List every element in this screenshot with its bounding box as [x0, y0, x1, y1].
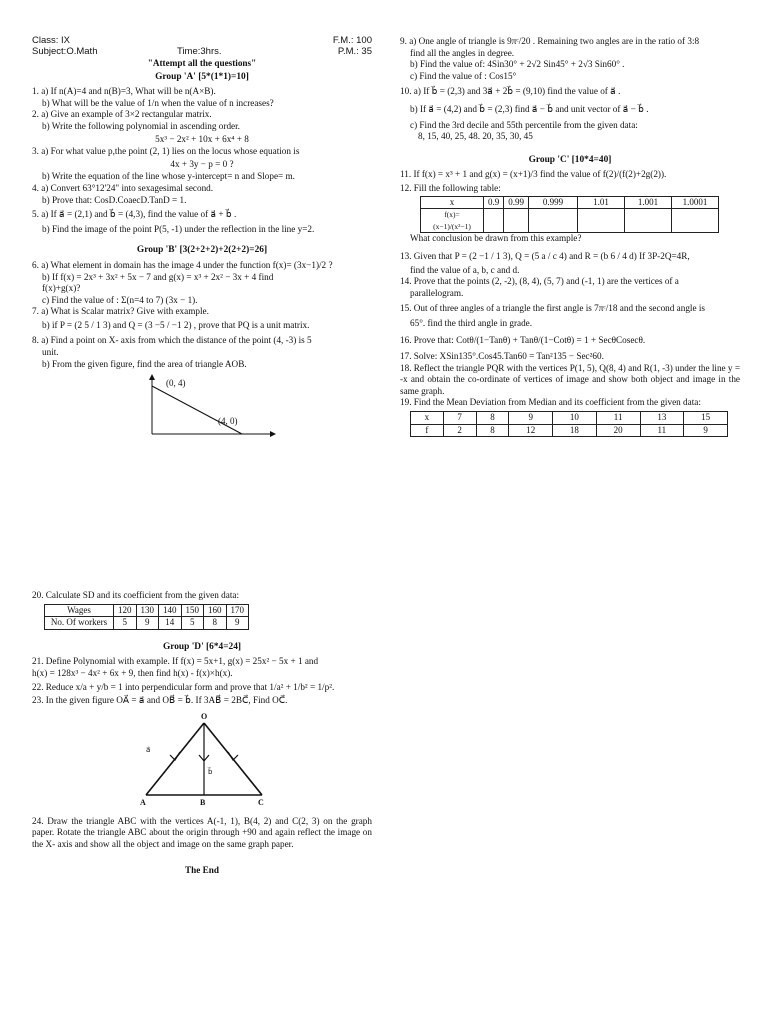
- table-cell: 150: [181, 604, 204, 617]
- wages-table: [44, 604, 249, 630]
- group-d-title: Group 'D' [6*4=24]: [162, 641, 242, 652]
- table-cell: 160: [204, 604, 227, 617]
- table-cell: 140: [159, 604, 182, 617]
- table-cell: 7: [443, 412, 476, 425]
- table-row: [421, 209, 719, 233]
- table-cell: 0.999: [529, 196, 578, 209]
- limit-table: [420, 196, 719, 234]
- question-9c: c) Find the value of : Cos15°: [410, 70, 517, 81]
- group-c-title: Group 'C' [10*4=40]: [528, 154, 612, 165]
- question-19: 19. Find the Mean Deviation from Median and its coefficient from the given data:: [400, 397, 701, 408]
- table-cell: 120: [114, 604, 137, 617]
- table-cell: Wages: [45, 604, 114, 617]
- point-b-label: (4, 0): [218, 416, 238, 427]
- subject-label: Subject:O.Math: [32, 45, 98, 57]
- question-3b: b) Write the equation of the line whose y-intercept= n and Slope= m.: [42, 171, 295, 182]
- table-cell: [529, 209, 578, 233]
- header-row-2: [32, 47, 372, 58]
- question-17: 17. Solve: XSin135°.Cos45.Tan60 = Tan²135 − Sec²60.: [400, 351, 604, 362]
- question-12: 12. Fill the following table:: [400, 182, 501, 193]
- table-cell: 8: [476, 412, 509, 425]
- triangle-aob-svg: [142, 372, 282, 442]
- table-row: [421, 196, 719, 209]
- question-10c-data: 8, 15, 40, 25, 48. 20, 35, 30, 45: [418, 131, 533, 142]
- question-23: 23. In the given figure OA⃗ = a⃗ and OB⃗ = b⃗. If 3AB⃗ = 2BC⃗, Find OC⃗.: [32, 695, 288, 706]
- table-cell: 130: [136, 604, 159, 617]
- table-cell: [504, 209, 529, 233]
- question-13: 13. Given that P = (2 −1 / 1 3), Q = (5 a / c 4) and R = (b 6 / 4 d) If 3P-2Q=4R,: [400, 250, 690, 261]
- vertex-c-label: C: [258, 797, 264, 807]
- table-cell: [625, 209, 672, 233]
- table-cell: x: [411, 412, 444, 425]
- question-5b: b) Find the image of the point P(5, -1) under the reflection in the line y=2.: [42, 223, 315, 234]
- group-b-title: Group 'B' [3(2+2+2)+2(2+2)=26]: [136, 245, 268, 256]
- question-8a: 8. a) Find a point on X- axis from which the distance of the point (4, -3) is 5: [32, 335, 312, 346]
- left-column: [32, 36, 372, 442]
- table-row: [411, 412, 728, 425]
- question-6a: 6. a) What element in domain has the image 4 under the function f(x)= (3x−1)/2 ?: [32, 259, 333, 270]
- vertex-b-label: B: [200, 797, 206, 807]
- group-a-title: Group 'A' [5*(1*1)=10]: [155, 71, 249, 82]
- table-cell: 11: [596, 412, 640, 425]
- question-4a: 4. a) Convert 63°12'24" into sexagesimal second.: [32, 182, 214, 193]
- table-cell: f: [411, 424, 444, 437]
- vertex-a-label: A: [140, 797, 146, 807]
- question-15-cont: 65°. find the third angle in grade.: [410, 317, 533, 328]
- mean-deviation-table: [410, 411, 728, 437]
- table-cell: 1.01: [578, 196, 625, 209]
- question-9a: 9. a) One angle of triangle is 9πᶜ/20 . Remaining two angles are in the ratio of 3:8: [400, 36, 700, 46]
- question-13-cont: find the value of a, b, c and d.: [410, 264, 520, 275]
- vector-b-label: b⃗: [208, 767, 213, 776]
- question-2b: b) Write the following polynomial in ascending order.: [42, 120, 240, 131]
- table-cell: 5: [181, 617, 204, 630]
- question-10c: c) Find the 3rd decile and 55th percentile from the given data:: [410, 119, 638, 130]
- instruction: "Attempt all the questions": [147, 58, 257, 68]
- table-cell: 10: [553, 412, 597, 425]
- question-6c: c) Find the value of : Σ(n=4 to 7) (3x − 1).: [42, 294, 198, 305]
- table-cell: 9: [136, 617, 159, 630]
- table-cell: f(x)= (x−1)/(x²−1): [421, 209, 484, 233]
- table-row: [45, 617, 249, 630]
- table-cell: 14: [159, 617, 182, 630]
- question-14-cont: parallelogram.: [410, 287, 464, 298]
- table-cell: 13: [640, 412, 684, 425]
- question-20: 20. Calculate SD and its coefficient from the given data:: [32, 590, 239, 600]
- question-3a-expression: 4x + 3y − p = 0 ?: [170, 158, 234, 169]
- question-24: 24. Draw the triangle ABC with the vertices A(-1, 1), B(4, 2) and C(2, 3) on the graph paper. Rotate the triangle ABC about the origin through +90 and again reflect the image on the X- axis and show all the object and image on the same graph paper.: [32, 815, 372, 849]
- table-cell: 1.0001: [672, 196, 719, 209]
- table-cell: 18: [553, 424, 597, 437]
- table-cell: 1.001: [625, 196, 672, 209]
- question-21-cont: h(x) = 128x³ − 4x² + 6x + 9, then find h(x) - f(x)×h(x).: [32, 667, 233, 678]
- question-15: 15. Out of three angles of a triangle the first angle is 7πᶜ/18 and the second angle is: [400, 303, 705, 314]
- question-8b: b) From the given figure, find the area of triangle AOB.: [42, 358, 247, 369]
- table-cell: [578, 209, 625, 233]
- header-row-1: [32, 36, 372, 47]
- question-7a: 7. a) What is Scalar matrix? Give with example.: [32, 306, 209, 317]
- question-4b: b) Prove that: CosD.CoaecD.TanD = 1.: [42, 194, 187, 205]
- question-10b: b) If a⃗ = (4,2) and b⃗ = (2,3) find a⃗ − b⃗ and unit vector of a⃗ − b⃗ .: [410, 103, 649, 114]
- question-5a: 5. a) If a⃗ = (2,1) and b⃗ = (4,3), find the value of a⃗ + b⃗ .: [32, 209, 237, 220]
- fm-label: F.M.: 100: [332, 35, 372, 46]
- question-12-note: What conclusion be drawn from this example?: [410, 233, 582, 244]
- pm-label: P.M.: 35: [337, 45, 372, 57]
- question-8a-cont: unit.: [42, 347, 59, 358]
- question-14: 14. Prove that the points (2, -2), (8, 4), (5, 7) and (-1, 1) are the vertices of a: [400, 276, 679, 287]
- table-cell: 9: [509, 412, 553, 425]
- right-column: [400, 36, 740, 437]
- table-cell: 9: [684, 424, 728, 437]
- question-9a-cont: find all the angles in degree.: [410, 47, 515, 58]
- table-cell: 12: [509, 424, 553, 437]
- table-cell: 20: [596, 424, 640, 437]
- question-18: 18. Reflect the triangle PQR with the vertices P(1, 5), Q(8, 4) and R(1, -3) under the line y = -x and obtain the co-ordinate of vertices of image and show both object and image in the same graph.: [400, 362, 740, 396]
- question-10a: 10. a) If b⃗ = (2,3) and 3a⃗ + 2b⃗ = (9,10) find the value of a⃗ .: [400, 86, 621, 97]
- question-1a: 1. a) If n(A)=4 and n(B)=3, What will be n(A×B).: [32, 86, 216, 97]
- table-cell: 8: [476, 424, 509, 437]
- question-9b: b) Find the value of: 4Sin30° + 2√2 Sin45° + 2√3 Sin60° .: [410, 59, 625, 70]
- question-7b: b) if P = (2 5 / 1 3) and Q = (3 −5 / −1 2) , prove that PQ is a unit matrix.: [42, 319, 310, 330]
- question-16: 16. Prove that: Cotθ/(1−Tanθ) + Tanθ/(1−Cotθ) = 1 + SecθCosecθ.: [400, 335, 646, 346]
- table-cell: x: [421, 196, 484, 209]
- table-cell: 0.9: [484, 196, 504, 209]
- table-cell: 15: [684, 412, 728, 425]
- point-a-label: (0, 4): [166, 378, 186, 389]
- vertex-o-label: O: [201, 711, 208, 721]
- question-11: 11. If f(x) = x³ + 1 and g(x) = (x+1)/3 find the value of f(2)/(f(2)+2g(2)).: [400, 169, 667, 180]
- question-1b: b) What will be the value of 1/n when the value of n increases?: [42, 97, 274, 108]
- table-cell: 5: [114, 617, 137, 630]
- y-axis-arrow: [149, 374, 155, 380]
- class-label: Class: IX: [32, 35, 71, 46]
- table-cell: [484, 209, 504, 233]
- table-cell: 8: [204, 617, 227, 630]
- question-3a: 3. a) For what value p,the point (2, 1) lies on the locus whose equation is: [32, 146, 300, 157]
- question-22: 22. Reduce x/a + y/b = 1 into perpendicular form and prove that 1/a² + 1/b² = 1/p².: [32, 681, 335, 692]
- table-row: [411, 424, 728, 437]
- table-row: [45, 604, 249, 617]
- triangle-aob-figure: [142, 372, 282, 442]
- table-cell: 170: [226, 604, 249, 617]
- vector-a-label: a⃗: [146, 745, 151, 754]
- question-2a: 2. a) Give an example of 3×2 rectangular matrix.: [32, 109, 212, 120]
- time-label: Time:3hrs.: [177, 45, 222, 57]
- table-cell: 2: [443, 424, 476, 437]
- triangle-oac-svg: [132, 715, 302, 810]
- the-end: The End: [185, 864, 219, 875]
- table-cell: No. Of workers: [45, 617, 114, 630]
- lower-left-block: [32, 590, 372, 876]
- table-cell: [672, 209, 719, 233]
- question-6b-cont: f(x)+g(x)?: [42, 283, 81, 294]
- triangle-oac-figure: [132, 711, 302, 810]
- x-axis-arrow: [270, 431, 276, 437]
- question-21: 21. Define Polynomial with example. If f(x) = 5x+1, g(x) = 25x² − 5x + 1 and: [32, 656, 319, 667]
- question-6b: b) If f(x) = 2x³ + 3x² + 5x − 7 and g(x) = x³ + 2x² − 3x + 4 find: [42, 271, 274, 282]
- question-2b-expression: 5x³ − 2x² + 10x + 6x⁴ + 8: [155, 133, 249, 144]
- table-cell: 11: [640, 424, 684, 437]
- table-cell: 0.99: [504, 196, 529, 209]
- table-cell: 9: [226, 617, 249, 630]
